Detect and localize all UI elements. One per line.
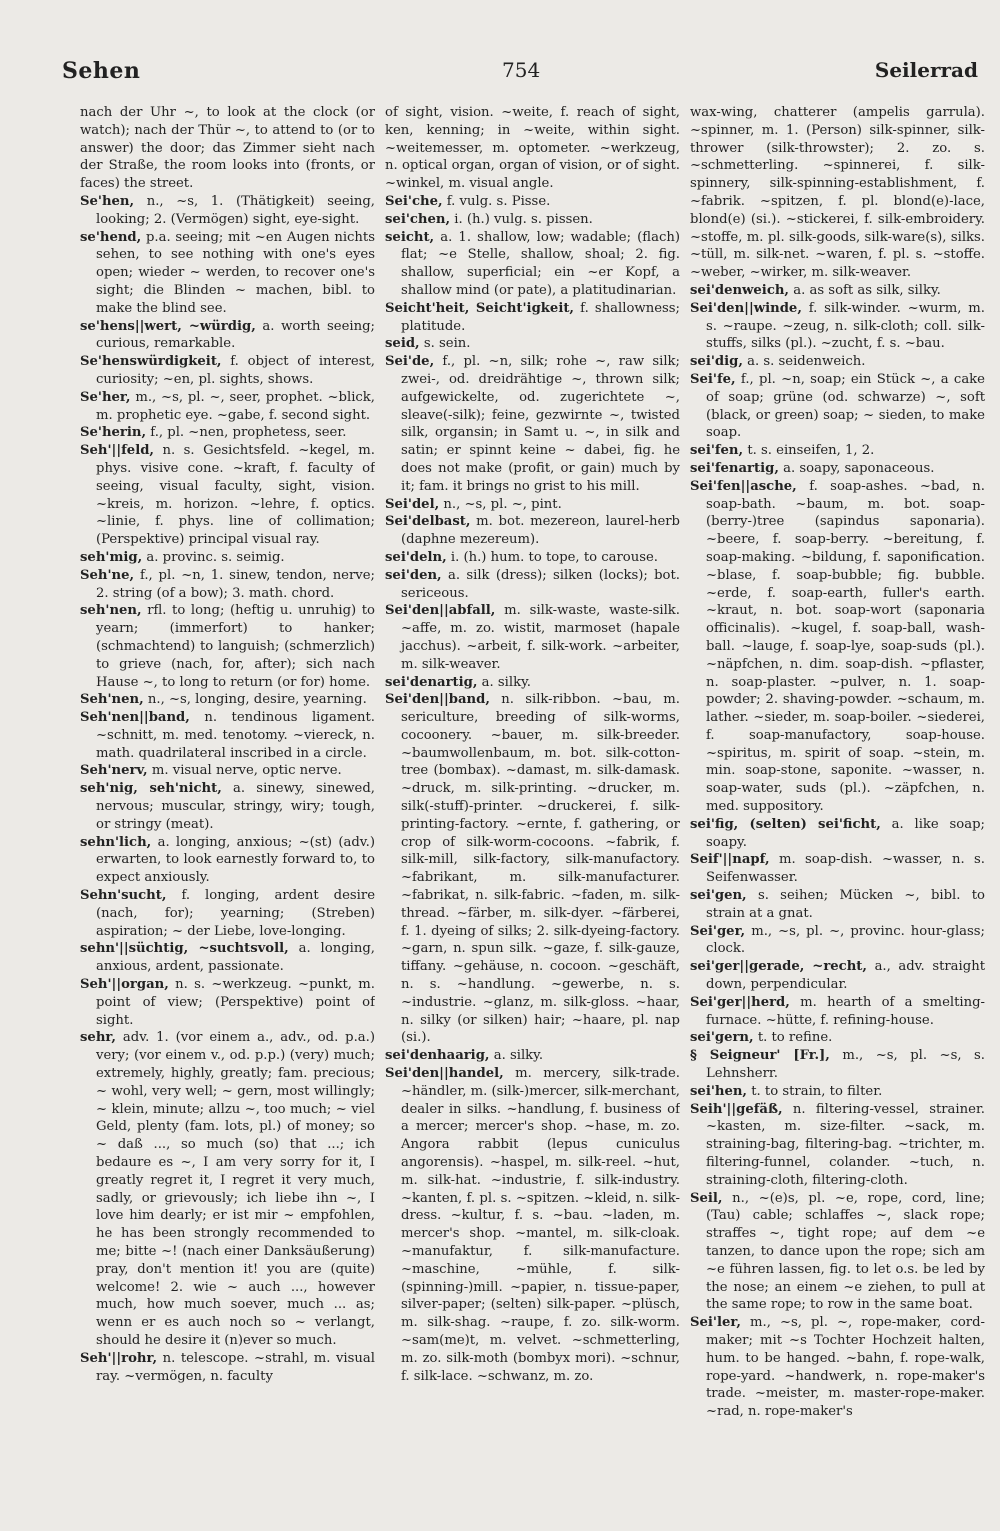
entry-continuation <box>385 104 680 193</box>
headword: Sei'den||abfall, <box>385 603 496 619</box>
dictionary-entry <box>385 1065 680 1385</box>
headword: Sei'fen||asche, <box>690 478 797 494</box>
definition: n. silk-ribbon. ~bau, m. sericulture, breeding of silk-worms, cocoonery. ~bauer, m. silk-breeder. ~baumwollenbaum, m. bot. silk-cotton-tree (bombax). ~damast, m. silk-damask. ~druck, m. silk-printing. ~drucker, m. silk(-stuff)-printer. ~druckerei, f. silk-printing-factory. ~ernte, f. gathering, or crop of silk-worm-cocoons. ~fabrik, f. silk-mill, silk-factory, silk-manufactory. ~fabrikant, m. silk-manufacturer. ~fabrikat, n. silk-fabric. ~faden, m. silk-thread. ~färber, m. silk-dyer. ~färberei, f. 1. dyeing of silks; 2. silk-dyeing-factory. ~garn, n. spun silk. ~gaze, f. silk-gauze, tiffany. ~gehäuse, n. cocoon. ~geschäft, n. s. ~handlung. ~gewerbe, n. s. ~industrie. ~glanz, m. silk-gloss. ~haar, n. silky (or silken) hair; ~haare, pl. nap (si.). <box>401 692 680 1046</box>
headword: Sei'che, <box>385 193 443 209</box>
headword: sei'dig, <box>690 354 743 370</box>
headword: Seil, <box>690 1190 723 1206</box>
dictionary-entry <box>690 1101 985 1190</box>
dictionary-entry <box>690 282 985 300</box>
definition: m., ~s, pl. ~, provinc. hour-glass; clock. <box>706 923 985 957</box>
headword: Seh'||rohr, <box>80 1350 158 1366</box>
definition: a. longing, anxious; ~(st) (adv.) erwarten, to look earnestly forward to, to expect anxiously. <box>96 834 375 886</box>
dictionary-entry <box>690 1029 985 1047</box>
headword: se'hend, <box>80 229 142 245</box>
definition: f. silk-winder. ~wurm, m. s. ~raupe. ~zeug, n. silk-cloth; coll. silk-stuffs, silks (pl.). ~zucht, f. s. ~bau. <box>706 300 985 352</box>
headword: sei'fig, (selten) sei'ficht, <box>690 816 881 832</box>
dictionary-entry <box>690 923 985 959</box>
dictionary-entry <box>385 549 680 567</box>
dictionary-entry <box>385 567 680 603</box>
headword: seid, <box>385 336 420 352</box>
definition: t. to refine. <box>757 1030 833 1046</box>
dictionary-entry <box>690 353 985 371</box>
definition: a. silky. <box>481 674 532 690</box>
dictionary-entry <box>80 602 375 691</box>
dictionary-entry <box>385 513 680 549</box>
headword: Sei'den||band, <box>385 692 490 708</box>
definition: n., ~s, longing, desire, yearning. <box>147 692 367 708</box>
dictionary-entry <box>385 229 680 300</box>
dictionary-entry <box>80 976 375 1029</box>
definition: n. s. ~werkzeug. ~punkt, m. point of view; (Perspektive) point of sight. <box>96 977 375 1028</box>
dictionary-entry <box>385 1047 680 1065</box>
headword: sei'gen, <box>690 888 747 904</box>
definition: wax-wing, chatterer (ampelis garrula). ~spinner, m. 1. (Person) silk-spinner, silk-thrower (silk-throwster); 2. zo. s. ~schmetterling. ~spinnerei, f. silk-spinnery, silk-spinning-establishment, f. ~fabrik. ~spitzen, f. pl. blond(e)-lace, blond(e) (si.). ~stickerei, f. silk-embroidery. ~stoffe, m. pl. silk-goods, silk-ware(s), silks. ~tüll, m. silk-net. ~waren, f. pl. s. ~stoffe. ~weber, ~wirker, m. silk-weaver. <box>690 105 985 281</box>
definition: a. silk (dress); silken (locks); bot. sericeous. <box>401 567 680 601</box>
definition: nach der Uhr ~, to look at the clock (or watch); nach der Thür ~, to attend to (or to answer) the door; das Zimmer sieht nach der Straße, the room looks into (fronts, or faces) the street. <box>80 105 375 192</box>
entry-continuation <box>690 104 985 282</box>
headword: § Seigneur' [Fr.], <box>690 1048 830 1064</box>
headword: seicht, <box>385 229 435 245</box>
headword: sei'fenartig, <box>690 460 779 476</box>
column-1 <box>80 104 375 1514</box>
dictionary-entry <box>80 353 375 389</box>
headword: seh'mig, <box>80 549 143 565</box>
dictionary-entry <box>80 424 375 442</box>
definition: n. s. Gesichtsfeld. ~kegel, m. phys. visive cone. ~kraft, f. faculty of seeing, visual faculty, sight, vision. ~kreis, m. horizon. ~lehre, f. optics. ~linie, f. phys. line of collimation; (Perspektive) principal visual ray. <box>96 443 375 548</box>
dictionary-entry <box>690 442 985 460</box>
dictionary-entry <box>385 691 680 1047</box>
headword: se'hens||wert, ~würdig, <box>80 318 256 334</box>
headword: sei'hen, <box>690 1083 748 1099</box>
running-head-left: Sehen <box>62 58 141 84</box>
definition: a. silky. <box>493 1048 544 1064</box>
headword: sei'fen, <box>690 443 744 459</box>
dictionary-entry <box>385 674 680 692</box>
dictionary-entry <box>690 816 985 852</box>
dictionary-entry <box>80 193 375 229</box>
headword: Se'hen, <box>80 193 135 209</box>
headword: Sei'den||winde, <box>690 300 802 316</box>
headword: Se'herin, <box>80 425 147 441</box>
definition: adv. 1. (vor einem a., adv., od. p.a.) very; (vor einem v., od. p.p.) (very) much; extremely, highly, greatly; fam. precious; ~ wohl, very well; ~ gern, most willingly; ~ klein, minute; allzu ~, too much; ~ viel Geld, plenty (fam. lots, pl.) of money; so ~ daß ..., so much (so) that ...; ich bedaure es ~, I am very sorry for it, I greatly regret it, I regret it very much, sadly, or grievously; ich liebe ihn ~, I love him dearly; er ist mir ~ empfohlen, he has been strongly recommended to me; bitte ~! (nach einer Danksäußerung) pray, don't mention it! you are (quite) welcome! 2. wie ~ auch ..., however much, how much soever, much ... as; wenn er es auch noch so ~ verlangt, should he desire it (n)ever so much. <box>96 1030 375 1348</box>
definition: of sight, vision. ~weite, f. reach of sight, ken, kenning; in ~weite, within sight. ~weitemesser, m. optometer. ~werkzeug, n. optical organ, organ of vision, or of sight. ~winkel, m. visual angle. <box>385 105 680 192</box>
definition: a. longing, anxious, ardent, passionate. <box>96 941 375 975</box>
dictionary-entry <box>690 1314 985 1421</box>
definition: m., ~s, pl. ~, seer, prophet. ~blick, m. prophetic eye. ~gabe, f. second sight. <box>96 389 375 423</box>
dictionary-entry <box>80 709 375 762</box>
definition: a. soapy, saponaceous. <box>783 460 935 476</box>
headword: sei'ger||gerade, ~recht, <box>690 959 867 975</box>
definition: a. like soap; soapy. <box>706 816 985 850</box>
definition: n., ~s, pl. ~, pint. <box>443 496 562 512</box>
headword: seh'nen, <box>80 603 142 619</box>
headword: Sehn'sucht, <box>80 888 167 904</box>
definition: n. tendinous ligament. ~schnitt, m. med. tenotomy. ~viereck, n. math. quadrilateral inscribed in a circle. <box>96 710 375 761</box>
definition: f., pl. ~n, soap; ein Stück ~, a cake of soap; grüne (od. schwarze) ~, soft (black, or green) soap; ~ sieden, to make soap. <box>706 371 985 441</box>
definition: rfl. to long; (heftig u. unruhig) to yearn; (immerfort) to hanker; (schmachtend) to languish; (schmerzlich) to grieve (nach, for, after); sich nach Hause ~, to long to return (or for) home. <box>96 603 375 690</box>
definition: s. sein. <box>423 336 471 352</box>
dictionary-entry <box>690 478 985 816</box>
headword: Seh'ne, <box>80 567 135 583</box>
definition: m. hearth of a smelting-furnace. ~hütte, f. refining-house. <box>706 994 985 1028</box>
dictionary-entry <box>80 442 375 549</box>
headword: Sei'delbast, <box>385 514 471 530</box>
headword: Seif'||napf, <box>690 852 770 868</box>
headword: Sei'den||handel, <box>385 1066 504 1082</box>
definition: i. (h.) vulg. s. pissen. <box>454 211 593 227</box>
page-number: 754 <box>502 58 541 82</box>
definition: f. shallowness; platitude. <box>401 300 680 334</box>
definition: f. vulg. s. Pisse. <box>446 193 551 209</box>
definition: f., pl. ~n, silk; rohe ~, raw silk; zwei-, od. dreidrähtige ~, thrown silk; aufgewickelte, od. zugerichtete ~, sleave(-silk); feine, gezwirnte ~, twisted silk, organsin; in Samt u. ~, in silk and satin; er spinnt keine ~ dabei, fig. he does not make (profit, or gain) much by it; fam. it brings no grist to his mill. <box>401 354 680 494</box>
running-head-right: Seilerrad <box>874 58 978 82</box>
headword: Sei'ger||herd, <box>690 994 790 1010</box>
dictionary-entry <box>690 851 985 887</box>
headword: sehn'||süchtig, ~suchtsvoll, <box>80 941 289 957</box>
definition: m. mercery, silk-trade. ~händler, m. (silk-)mercer, silk-merchant, dealer in silks. ~handlung, f. business of a mercer; mercer's shop. ~hase, m. zo. Angora rabbit (lepus cuniculus angorensis). ~haspel, m. silk-reel. ~hut, m. silk-hat. ~industrie, f. silk-industry. ~kanten, f. pl. s. ~spitzen. ~kleid, n. silk-dress. ~kultur, f. s. ~bau. ~laden, m. mercer's shop. ~mantel, m. silk-cloak. ~manufaktur, f. silk-manufacture. ~maschine, ~mühle, f. silk-(spinning-)mill. ~papier, n. tissue-paper, silver-paper; (selten) silk-paper. ~plüsch, m. silk-shag. ~raupe, f. zo. silk-worm. ~sam(me)t, m. velvet. ~schmetterling, m. zo. silk-moth (bombyx mori). ~schnur, f. silk-lace. ~schwanz, m. zo. <box>401 1066 680 1384</box>
headword: Seih'||gefäß, <box>690 1101 783 1117</box>
dictionary-entry <box>690 887 985 923</box>
dictionary-entry <box>80 940 375 976</box>
dictionary-entry <box>690 994 985 1030</box>
dictionary-entry <box>690 1083 985 1101</box>
headword: Sei'ger, <box>690 923 746 939</box>
definition: n. telescope. ~strahl, m. visual ray. ~vermögen, n. faculty <box>96 1350 375 1384</box>
headword: Sei'fe, <box>690 371 736 387</box>
headword: Seicht'heit, Seicht'igkeit, <box>385 300 575 316</box>
definition: n., ~(e)s, pl. ~e, rope, cord, line; (Tau) cable; schlaffes ~, slack rope; straffes ~, tight rope; auf dem ~e tanzen, to dance upon the rope; sich am ~e führen lassen, fig. to let o.s. be led by the nose; an einem ~e ziehen, to pull at the same rope; to row in the same boat. <box>706 1190 985 1313</box>
dictionary-entry <box>80 691 375 709</box>
headword: Seh'||organ, <box>80 977 169 993</box>
headword: Se'her, <box>80 389 131 405</box>
headword: sei'gern, <box>690 1030 754 1046</box>
dictionary-entry <box>80 887 375 940</box>
definition: s. seihen; Mücken ~, bibl. to strain at a gnat. <box>706 888 985 921</box>
headword: sei'denhaarig, <box>385 1048 490 1064</box>
dictionary-entry <box>80 318 375 354</box>
dictionary-entry <box>385 602 680 673</box>
definition: m. soap-dish. ~wasser, n. s. Seifenwasser. <box>706 852 985 886</box>
dictionary-entry <box>80 834 375 887</box>
definition: t. to strain, to filter. <box>751 1083 883 1099</box>
headword: Seh'nen||band, <box>80 710 190 726</box>
definition: f. object of interest, curiosity; ~en, pl. sights, shows. <box>96 354 375 387</box>
dictionary-entry <box>80 762 375 780</box>
definition: m., ~s, pl. ~, rope-maker, cord-maker; mit ~s Tochter Hochzeit halten, hum. to be hanged. ~bahn, f. rope-walk, rope-yard. ~handwerk, n. rope-maker's trade. ~meister, m. master-rope-maker. ~rad, n. rope-maker's <box>706 1315 985 1420</box>
dictionary-entry <box>80 389 375 425</box>
dictionary-entry <box>385 335 680 353</box>
dictionary-entry <box>80 549 375 567</box>
dictionary-entry <box>690 371 985 442</box>
dictionary-entry <box>80 1029 375 1349</box>
definition: f., pl. ~nen, prophetess, seer. <box>150 425 347 441</box>
definition: t. s. einseifen, 1, 2. <box>747 443 875 459</box>
dictionary-entry <box>80 1350 375 1386</box>
headword: sehr, <box>80 1030 116 1046</box>
entry-continuation <box>80 104 375 193</box>
definition: m. silk-waste, waste-silk. ~affe, m. zo. wistit, marmoset (hapale jacchus). ~arbeit, f. silk-work. ~arbeiter, m. silk-weaver. <box>401 603 680 672</box>
dictionary-entry <box>80 780 375 833</box>
definition: f. soap-ashes. ~bad, n. soap-bath. ~baum, m. bot. soap-(berry-)tree (sapindus saponaria). ~beere, f. soap-berry. ~bereitung, f. soap-making. ~bildung, f. saponification. ~blase, f. soap-bubble; fig. bubble. ~erde, f. soap-earth, fuller's earth. ~kraut, n. bot. soap-wort (saponaria officinalis). ~kugel, f. soap-ball, wash-ball. ~lauge, f. soap-lye, soap-suds (pl.). ~näpfchen, n. dim. soap-dish. ~pflaster, n. soap-plaster. ~pulver, n. 1. soap-powder; 2. shaving-powder. ~schaum, m. lather. ~sieder, m. soap-boiler. ~siederei, f. soap-manufactory, soap-house. ~spiritus, m. spirit of soap. ~stein, m. min. soap-stone, saponite. ~wasser, n. soap-water, suds (pl.). ~zäpfchen, n. med. suppository. <box>706 478 985 815</box>
headword: sehn'lich, <box>80 834 152 850</box>
dictionary-entry <box>690 460 985 478</box>
dictionary-entry <box>385 211 680 229</box>
column-3 <box>690 104 985 1514</box>
definition: m. bot. mezereon, laurel-herb (daphne mezereum). <box>401 514 680 548</box>
dictionary-entry <box>80 567 375 603</box>
definition: a. s. seidenweich. <box>747 354 866 370</box>
headword: sei'deln, <box>385 549 447 565</box>
definition: m., ~s, pl. ~s, s. Lehnsherr. <box>706 1048 985 1082</box>
headword: sei'denweich, <box>690 282 790 298</box>
definition: n., ~s, 1. (Thätigkeit) seeing, looking; 2. (Vermögen) sight, eye-sight. <box>96 193 375 227</box>
definition: a., adv. straight down, perpendicular. <box>706 959 985 993</box>
definition: a. 1. shallow, low; wadable; (flach) flat; ~e Stelle, shallow, shoal; 2. fig. shallow, superficial; ein ~er Kopf, a shallow mind (or pate), a platitudinarian. <box>401 229 680 298</box>
column-2 <box>385 104 680 1514</box>
definition: a. worth seeing; curious, remarkable. <box>96 318 375 352</box>
definition: f. longing, ardent desire (nach, for); yearning; (Streben) aspiration; ~ der Liebe, love-longing. <box>96 888 375 939</box>
headword: Seh'nerv, <box>80 763 148 779</box>
definition: f., pl. ~n, 1. sinew, tendon, nerve; 2. string (of a bow); 3. math. chord. <box>96 567 375 601</box>
dictionary-entry <box>690 300 985 353</box>
headword: sei'chen, <box>385 211 451 227</box>
definition: m. visual nerve, optic nerve. <box>151 763 342 779</box>
definition: a. provinc. s. seimig. <box>146 549 285 565</box>
dictionary-entry <box>385 193 680 211</box>
headword: sei'denartig, <box>385 674 478 690</box>
definition: a. sinewy, sinewed, nervous; muscular, stringy, wiry; tough, or stringy (meat). <box>96 781 375 832</box>
text-columns <box>80 104 985 1514</box>
dictionary-entry <box>690 958 985 994</box>
dictionary-entry <box>385 496 680 514</box>
dictionary-entry <box>385 300 680 336</box>
headword: sei'den, <box>385 567 442 583</box>
dictionary-entry <box>690 1190 985 1315</box>
definition: a. as soft as silk, silky. <box>793 282 941 298</box>
headword: Sei'del, <box>385 496 440 512</box>
definition: p.a. seeing; mit ~en Augen nichts sehen, to see nothing with one's eyes open; wieder ~ werden, to recover one's sight; die Blinden ~ machen, bibl. to make the blind see. <box>96 229 375 316</box>
definition: i. (h.) hum. to tope, to carouse. <box>450 549 658 565</box>
headword: Seh'||feld, <box>80 443 155 459</box>
dictionary-entry <box>80 229 375 318</box>
headword: Se'henswürdigkeit, <box>80 354 222 370</box>
page-header <box>62 52 978 92</box>
headword: seh'nig, seh'nicht, <box>80 781 222 797</box>
headword: Seh'nen, <box>80 692 144 708</box>
dictionary-entry <box>690 1047 985 1083</box>
dictionary-entry <box>385 353 680 495</box>
headword: Sei'de, <box>385 354 435 370</box>
definition: n. filtering-vessel, strainer. ~kasten, m. size-filter. ~sack, m. straining-bag, filtering-bag. ~trichter, m. filtering-funnel, colander. ~tuch, n. straining-cloth, filtering-cloth. <box>706 1101 985 1188</box>
headword: Sei'ler, <box>690 1315 741 1331</box>
